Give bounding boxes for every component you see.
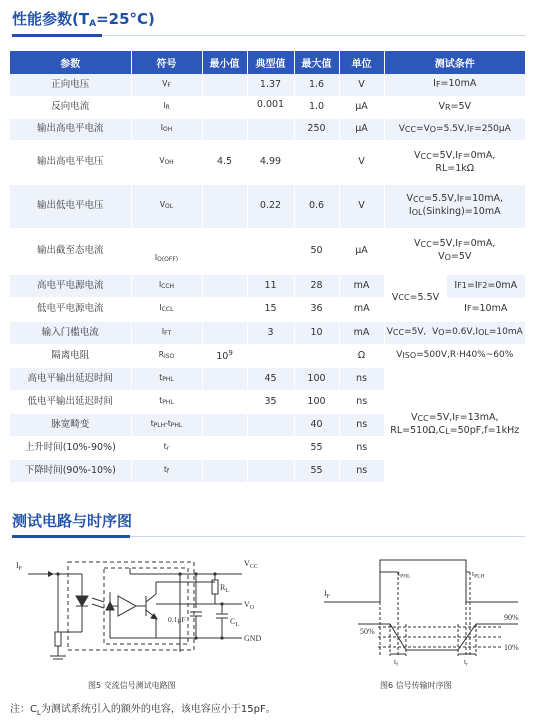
cell-typ [247, 118, 294, 140]
cell-param: 低电平输出延迟时间 [10, 390, 131, 413]
label-50: 50% [360, 627, 375, 636]
cell-param: 下降时间(90%-10%) [10, 459, 131, 482]
cell-param: 输出低电平电压 [10, 184, 131, 228]
cell-param: 输出截至态电流 [10, 228, 131, 274]
section-rule-thin [102, 35, 525, 36]
cell-conditions: $I_F=10mA$ [384, 74, 525, 96]
section-rule-thin [130, 536, 525, 537]
cell-max: 0.6 [294, 184, 339, 228]
cell-symbol: $I_{CCH}$ [131, 274, 202, 298]
section-title-performance: 性能参数$(T_A=25^\circ C)$ [12, 10, 155, 29]
cell-max: 40 [294, 413, 339, 436]
cell-param: 低电平电源电流 [10, 298, 131, 322]
cell-unit: ns [339, 459, 384, 482]
label-tphl: $t_{PHL}$ [398, 569, 411, 580]
label-cl: $C_L$ [230, 617, 240, 628]
label-tf: $t_f$ [394, 657, 398, 668]
cell-conditions-timing: $V_{CC}=5V,I_F=13mA$, $RL=510\Omega,C_L=50pF,f=1kHz$ [384, 367, 525, 482]
cell-param: 输入门槛电流 [10, 321, 131, 344]
cell-param: 上升时间(10%-90%) [10, 436, 131, 459]
label-if: $I_F$ [16, 561, 23, 572]
cell-max: 50 [294, 228, 339, 274]
timing-diagram [318, 552, 528, 670]
table-row [10, 321, 525, 344]
cell-max: 100 [294, 367, 339, 390]
table-row [10, 96, 525, 118]
section-rule [12, 535, 130, 538]
cell-conditions: $V_{CC}=5.5V,I_F=10mA$, $I_{OL}(Sinking)=10mA$ [384, 184, 525, 228]
cell-symbol: $V_{OH}$ [131, 140, 202, 184]
cell-symbol: $V_F$ [131, 74, 202, 96]
cell-max [294, 140, 339, 184]
header-max: 最大值 [294, 51, 339, 74]
header-symbol: 符号 [131, 51, 202, 74]
cell-min: 4.5 [202, 140, 247, 184]
cell-max: 36 [294, 298, 339, 322]
cell-typ [247, 459, 294, 482]
label-if: $I_F$ [324, 589, 331, 600]
cell-typ: 11 [247, 274, 294, 298]
fig5-caption: 图5 交流信号测试电路图 [88, 681, 176, 690]
cell-max: 55 [294, 459, 339, 482]
cell-typ: 0.001 [247, 96, 294, 118]
header-unit: 单位 [339, 51, 384, 74]
cell-typ [247, 436, 294, 459]
cell-min [202, 298, 247, 322]
cell-typ: 35 [247, 390, 294, 413]
cell-param: 高电平输出延迟时间 [10, 367, 131, 390]
cell-symbol: $t_{PHL}$ [131, 367, 202, 390]
cell-unit: ns [339, 367, 384, 390]
table-row [10, 274, 525, 298]
label-vo: $V_O$ [244, 600, 255, 611]
cell-symbol: $t_r$ [131, 436, 202, 459]
label-tplh: $t_{PLH}$ [472, 569, 485, 580]
cell-typ: 0.22 [247, 184, 294, 228]
cell-param: 隔离电阻 [10, 344, 131, 367]
cell-min [202, 184, 247, 228]
cell-unit: Ω [339, 344, 384, 367]
cell-max: 55 [294, 436, 339, 459]
label-rl: $R_L$ [220, 583, 230, 594]
cell-unit: μA [339, 118, 384, 140]
cell-symbol: $V_{OL}$ [131, 184, 202, 228]
section-rule [12, 34, 102, 37]
cell-min [202, 228, 247, 274]
header-typ: 典型值 [247, 51, 294, 74]
footnote: 注：$C_L$为测试系统引入的额外的电容，该电容应小于15pF。 [10, 704, 276, 717]
cell-symbol: $I_{O(OFF)}$ [131, 228, 202, 274]
cell-min [202, 321, 247, 344]
ac-test-circuit-diagram [10, 552, 280, 670]
cell-min [202, 459, 247, 482]
cell-max [294, 344, 339, 367]
cell-max: 10 [294, 321, 339, 344]
table-row [10, 140, 525, 184]
cell-min [202, 74, 247, 96]
cell-typ: 3 [247, 321, 294, 344]
cell-symbol: $I_{OH}$ [131, 118, 202, 140]
cell-conditions: $V_{CC}=5V,I_F=0mA$, RL=1kΩ [384, 140, 525, 184]
label-90: 90% [504, 613, 519, 622]
cell-unit: mA [339, 298, 384, 322]
cell-typ: 15 [247, 298, 294, 322]
cell-conditions: $V_{CC}=5V,I_F=0mA$, $V_O=5V$ [384, 228, 525, 274]
cell-min [202, 274, 247, 298]
cell-unit: V [339, 140, 384, 184]
cell-typ [247, 228, 294, 274]
cell-typ: 45 [247, 367, 294, 390]
table-row [10, 118, 525, 140]
cell-max: 1.0 [294, 96, 339, 118]
cell-unit: V [339, 184, 384, 228]
cell-conditions: $V_{CC}=V_O=5.5V,I_F=250\mu A$ [384, 118, 525, 140]
cell-symbol: $I_{CCL}$ [131, 298, 202, 322]
cell-max: 28 [294, 274, 339, 298]
cell-unit: mA [339, 321, 384, 344]
table-row [10, 367, 525, 390]
cell-unit: ns [339, 436, 384, 459]
fig6-caption: 图6 信号传输时序图 [380, 681, 452, 690]
cell-symbol: $t_{PLH}-t_{PHL}$ [131, 413, 202, 436]
cell-param: 正向电压 [10, 74, 131, 96]
cell-min: $10^9$ [202, 344, 247, 367]
cell-param: 高电平电源电流 [10, 274, 131, 298]
cell-min [202, 367, 247, 390]
cell-conditions-power: V CC =5.5V I F1 =I F2 =0mA I F =10mA [384, 274, 525, 321]
cell-symbol: $I_{FT}$ [131, 321, 202, 344]
label-10: 10% [504, 643, 519, 652]
cell-max: 100 [294, 390, 339, 413]
header-param: 参数 [10, 51, 131, 74]
cell-unit: μA [339, 228, 384, 274]
cell-conditions: $V_{ISO}=500V,R\cdot H40\%\sim 60\%$ [384, 344, 525, 367]
table-row [10, 74, 525, 96]
cell-symbol: $t_{PHL}$ [131, 390, 202, 413]
cell-typ: 4.99 [247, 140, 294, 184]
section-title-circuit: 测试电路与时序图 [12, 512, 133, 530]
cell-typ [247, 413, 294, 436]
cell-typ [247, 344, 294, 367]
label-cap: 0.1μF [168, 615, 186, 624]
table-row [10, 344, 525, 367]
cell-param: 输出高电平电压 [10, 140, 131, 184]
cell-unit: V [339, 74, 384, 96]
cell-unit: ns [339, 413, 384, 436]
cell-unit: mA [339, 274, 384, 298]
cell-max: 1.6 [294, 74, 339, 96]
cell-param: 输出高电平电流 [10, 118, 131, 140]
cell-unit: ns [339, 390, 384, 413]
cell-min [202, 436, 247, 459]
cell-param: 脉宽畸变 [10, 413, 131, 436]
spec-table [10, 51, 525, 483]
cell-conditions: $V_{CC}=5V$, $V_O=0.6V,I_{OL}=10mA$ [384, 321, 525, 344]
table-header-row [10, 51, 525, 74]
table-row [10, 228, 525, 274]
cell-min [202, 96, 247, 118]
cell-min [202, 390, 247, 413]
cell-unit: μA [339, 96, 384, 118]
cell-typ: 1.37 [247, 74, 294, 96]
cell-max: 250 [294, 118, 339, 140]
table-row [10, 184, 525, 228]
cell-min [202, 118, 247, 140]
header-conditions: 测试条件 [384, 51, 525, 74]
header-min: 最小值 [202, 51, 247, 74]
cell-conditions: $V_R=5V$ [384, 96, 525, 118]
label-tr: $t_r$ [464, 657, 468, 668]
cell-symbol: $t_f$ [131, 459, 202, 482]
cell-param: 反向电流 [10, 96, 131, 118]
cell-min [202, 413, 247, 436]
label-gnd: GND [244, 634, 262, 643]
label-vcc: $V_{CC}$ [244, 559, 258, 570]
cell-symbol: $I_R$ [131, 96, 202, 118]
cell-symbol: $R_{ISO}$ [131, 344, 202, 367]
